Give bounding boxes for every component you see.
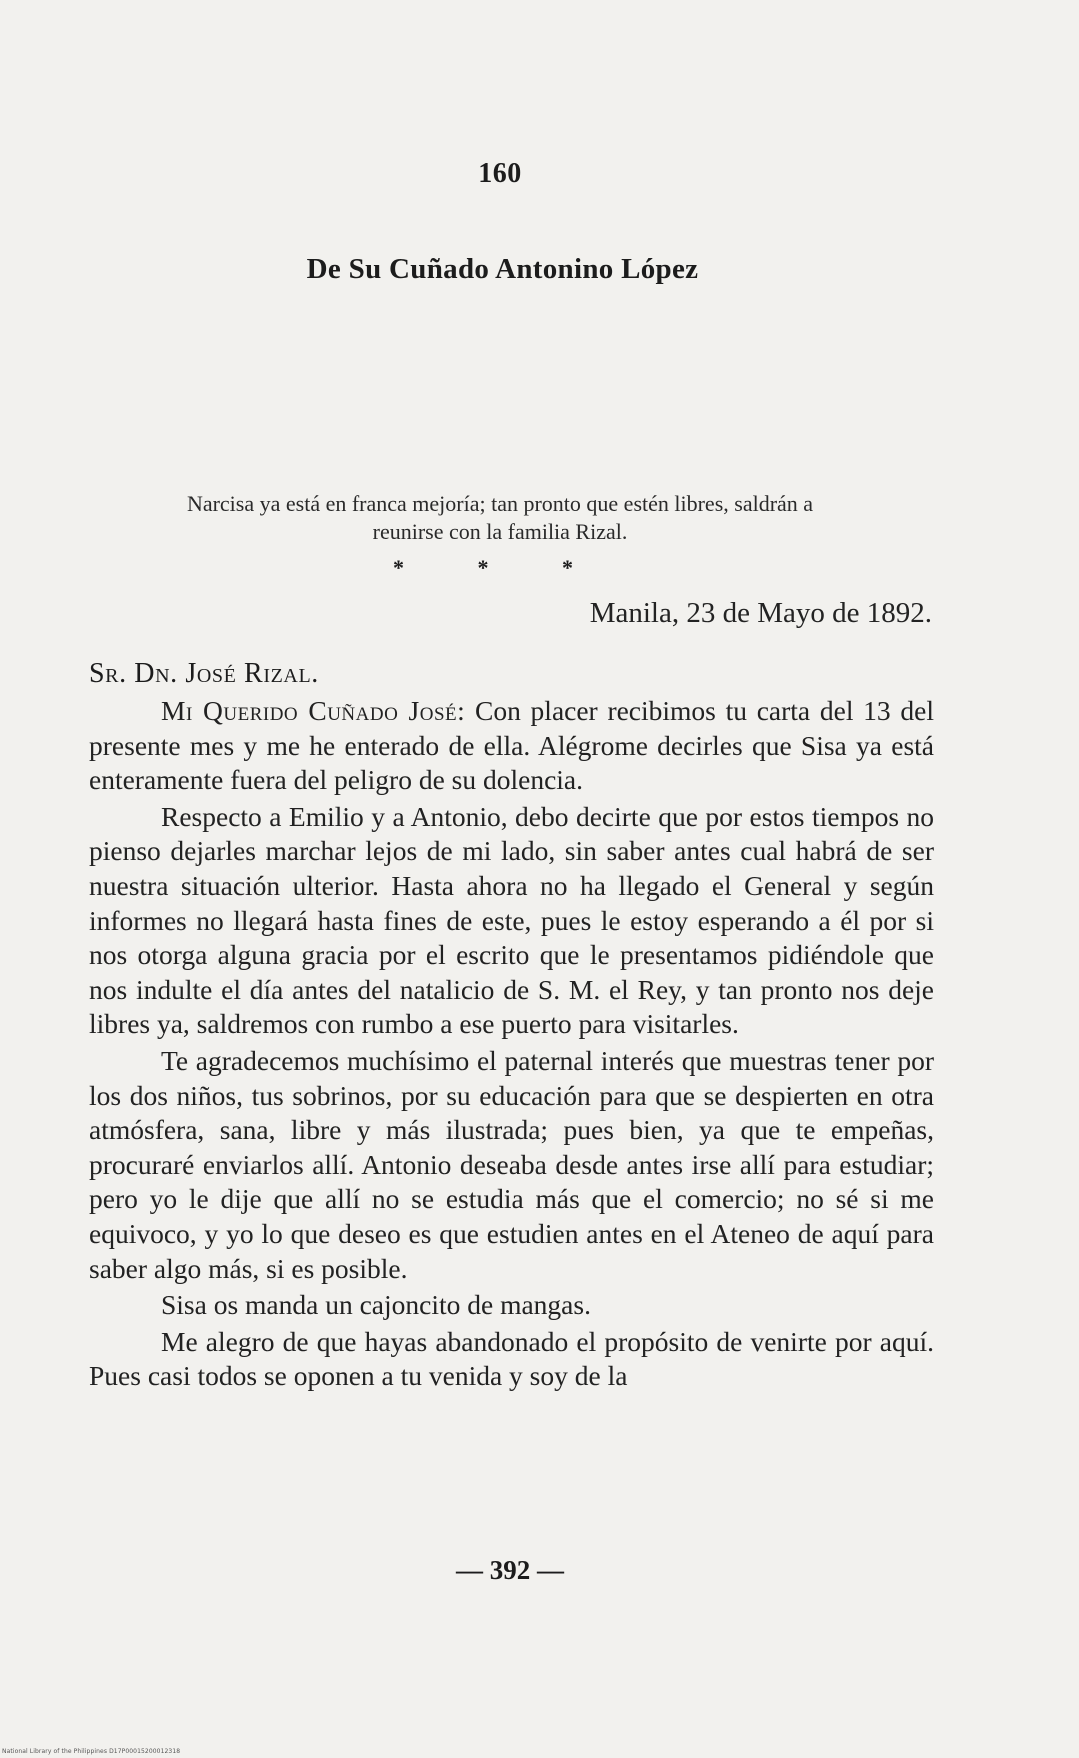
letter-body xyxy=(89,694,934,1396)
body-paragraph: Me alegro de que hayas abandonado el propósito de venirte por aquí. Pues casi todos se oponen a tu venida y soy de la xyxy=(89,1325,934,1392)
letter-title: De Su Cuñado Antonino López xyxy=(306,253,699,285)
salutation: Sr. Dn. José Rizal. xyxy=(89,658,319,689)
archive-footer: National Library of the Philippines D17P00015200012318 xyxy=(2,1748,181,1755)
section-separator: * * * xyxy=(393,555,607,580)
body-paragraph: Respecto a Emilio y a Antonio, debo decirte que por estos tiempos no pienso dejarles marchar lejos de mi lado, sin saber antes cual habrá de ser nuestra situación ulterior. Hasta ahora no ha llegado el General y según informes no llegará hasta fines de este, pues le estoy esperando a él por si nos otorga alguna gracia por el escrito que le presentamos pidiéndole que nos indulte el día antes del natalicio de S. M. el Rey, y tan pronto nos deje libres ya, saldremos con rumbo a ese puerto para visitarles. xyxy=(89,800,934,1040)
body-paragraph: Te agradecemos muchísimo el paternal interés que muestras tener por los dos niños, tus sobrinos, por su educación para que se despierten en otra atmósfera, sana, libre y más ilustrada; pues bien, ya que te empeñas, procuraré enviarlos allí. Antonio deseaba desde antes irse allí para estudiar; pero yo le dije que allí no se estudia más que el comercio; no sé si me equivoco, y yo lo que deseo es que estudien antes en el Ateneo de aquí para saber algo más, si es posible. xyxy=(89,1044,934,1284)
greeting: Mi Querido Cuñado José: xyxy=(161,695,466,726)
dateline: Manila, 23 de Mayo de 1892. xyxy=(589,597,932,629)
opening-text: Con placer recibimos tu carta del 13 del presente mes y me he enterado de ella. Alégrome decirles que Sisa ya está enteramente fuera del peligro de su dolencia. xyxy=(89,695,934,796)
letter-number: 160 xyxy=(478,158,522,189)
opening-paragraph xyxy=(89,694,934,798)
letter-summary: Narcisa ya está en franca mejoría; tan pronto que estén libres, saldrán a reunirse con la familia Rizal. xyxy=(186,491,814,544)
page-number: — 392 — xyxy=(456,1555,564,1585)
body-paragraph: Sisa os manda un cajoncito de mangas. xyxy=(161,1289,591,1321)
